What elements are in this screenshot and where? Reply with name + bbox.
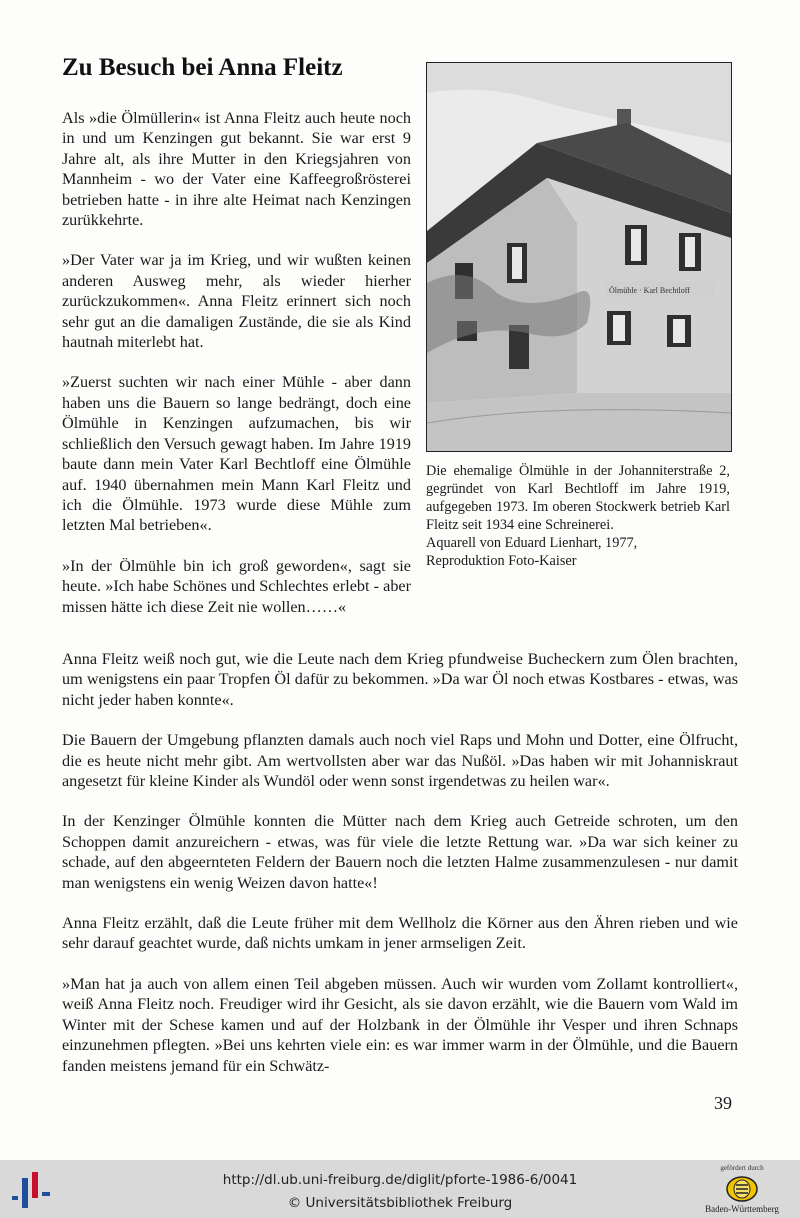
- caption-credit: Reproduktion Foto-Kaiser: [426, 553, 577, 569]
- oil-mill-building-drawing: [427, 63, 731, 451]
- paragraph: Anna Fleitz weiß noch gut, wie die Leute nach dem Krieg pfundweise Bucheckern zum Ölen brachten, um wenigstens ein paar Tropfen Öl dafür zu bekommen. »Da war Öl noch etwas Kostbares - etwas, was nicht jeder haben konnte«.: [62, 650, 738, 709]
- paragraph: »In der Ölmühle bin ich groß geworden«, sagt sie heute. »Ich habe Schönes und Schlechtes erlebt - aber missen hätte ich diese Zeit nie wollen……«: [62, 556, 411, 616]
- left-column: [62, 108, 411, 637]
- funder-label: gefördert durch: [720, 1164, 764, 1172]
- caption-credit: Aquarell von Eduard Lienhart, 1977,: [426, 535, 638, 551]
- page-number: 39: [714, 1093, 732, 1113]
- building-sign: Ölmühle · Karl Bechtloff: [609, 286, 690, 295]
- copyright-notice: © Universitätsbibliothek Freiburg: [287, 1195, 513, 1211]
- article-title: Zu Besuch bei Anna Fleitz: [62, 54, 343, 81]
- paragraph: »Zuerst suchten wir nach einer Mühle - aber dann haben uns die Bauern so lange bedrängt, doch eine Ölmühle in Kenzingen aufzumachen, bis wir schließlich den Versuch gewagt haben. Im Jahre 1919 baute dann mein Vater Karl Bechtloff eine Ölmühle auf. 1940 übernahmen mein Mann Karl Fleitz und ich die Ölmühle. 1973 wurde diese Mühle zum letzten Mal betrieben«.: [62, 373, 411, 535]
- document-url-link[interactable]: http://dl.ub.uni-freiburg.de/diglit/pforte-1986-6/0041: [222, 1172, 578, 1188]
- funder-badge: [690, 1164, 794, 1216]
- paragraph: Als »die Ölmüllerin« ist Anna Fleitz auch heute noch in und um Kenzingen gut bekannt. Sie war erst 9 Jahre alt, als ihre Mutter in den Kriegsjahren von Mannheim - wo der Vater eine Kaffeegroßrösterei betrieben hatte - in ihre alte Heimat nach Kenzingen zurükkehrte.: [62, 109, 411, 230]
- paragraph: Anna Fleitz erzählt, daß die Leute früher mit dem Wellholz die Körner aus den Ähren rieben und wie sehr darauf geachtet wurde, daß nichts umkam in jener armseligen Zeit.: [62, 914, 738, 953]
- watercolor-illustration: [426, 62, 732, 452]
- viewer-footer: [0, 1160, 800, 1218]
- main-text: [62, 649, 738, 1096]
- paragraph: In der Kenzinger Ölmühle konnten die Mütter nach dem Krieg auch Getreide schroten, um den Schoppen damit anzureichern - etwas, was für viele die letzte Rettung war. »Da war sich keiner zu schade, auf den abgeernteten Feldern der Bauern noch die letzten Halme zusammenzulesen - nur damit man wenigstens ein wenig Weizen davon hatte«!: [62, 812, 738, 892]
- caption-text: Die ehemalige Ölmühle in der Johanniterstraße 2, gegründet von Karl Bechtloff im Jahre 1919, aufgegeben 1973. Im oberen Stockwerk betrieb Karl Fleitz seit 1934 eine Schreinerei.: [426, 463, 730, 533]
- paragraph: Die Bauern der Umgebung pflanzten damals auch noch viel Raps und Mohn und Dotter, eine Ölfrucht, die es heute nicht mehr gibt. Am wertvollsten aber war das Nußöl. »Das haben wir mit Johanniskraut angesetzt für kleine Kinder als Wundöl oder wenn sonst irgendetwas zu heilen war«.: [62, 731, 738, 791]
- paragraph: »Der Vater war ja im Krieg, und wir wußten keinen anderen Ausweg mehr, als wieder hierher zurückzukommen«. Anna Fleitz erinnert sich noch sehr gut an die damaligen Zustände, die sie als Kind hautnah miterlebt hat.: [62, 251, 411, 352]
- paragraph: »Man hat ja auch von allem einen Teil abgeben müssen. Auch wir wurden vom Zollamt kontrolliert«, weiß Anna Fleitz noch. Freudiger wird ihr Gesicht, als sie davon erzählt, wie die Bauern vom Wald im Winter mit der Schese kamen und auf der Holzbank in der Ölmühle ihr Vesper und ihren Schnaps einzunehmen pflegten. »Bei uns kehrten viele ein: es war immer warm in der Ölmühle, und die Bauern fanden meistens jemand für ein Schwätz-: [62, 974, 738, 1075]
- image-caption: [426, 462, 730, 570]
- funder-name: Baden-Württemberg: [705, 1204, 779, 1214]
- state-crest-icon: [726, 1176, 758, 1202]
